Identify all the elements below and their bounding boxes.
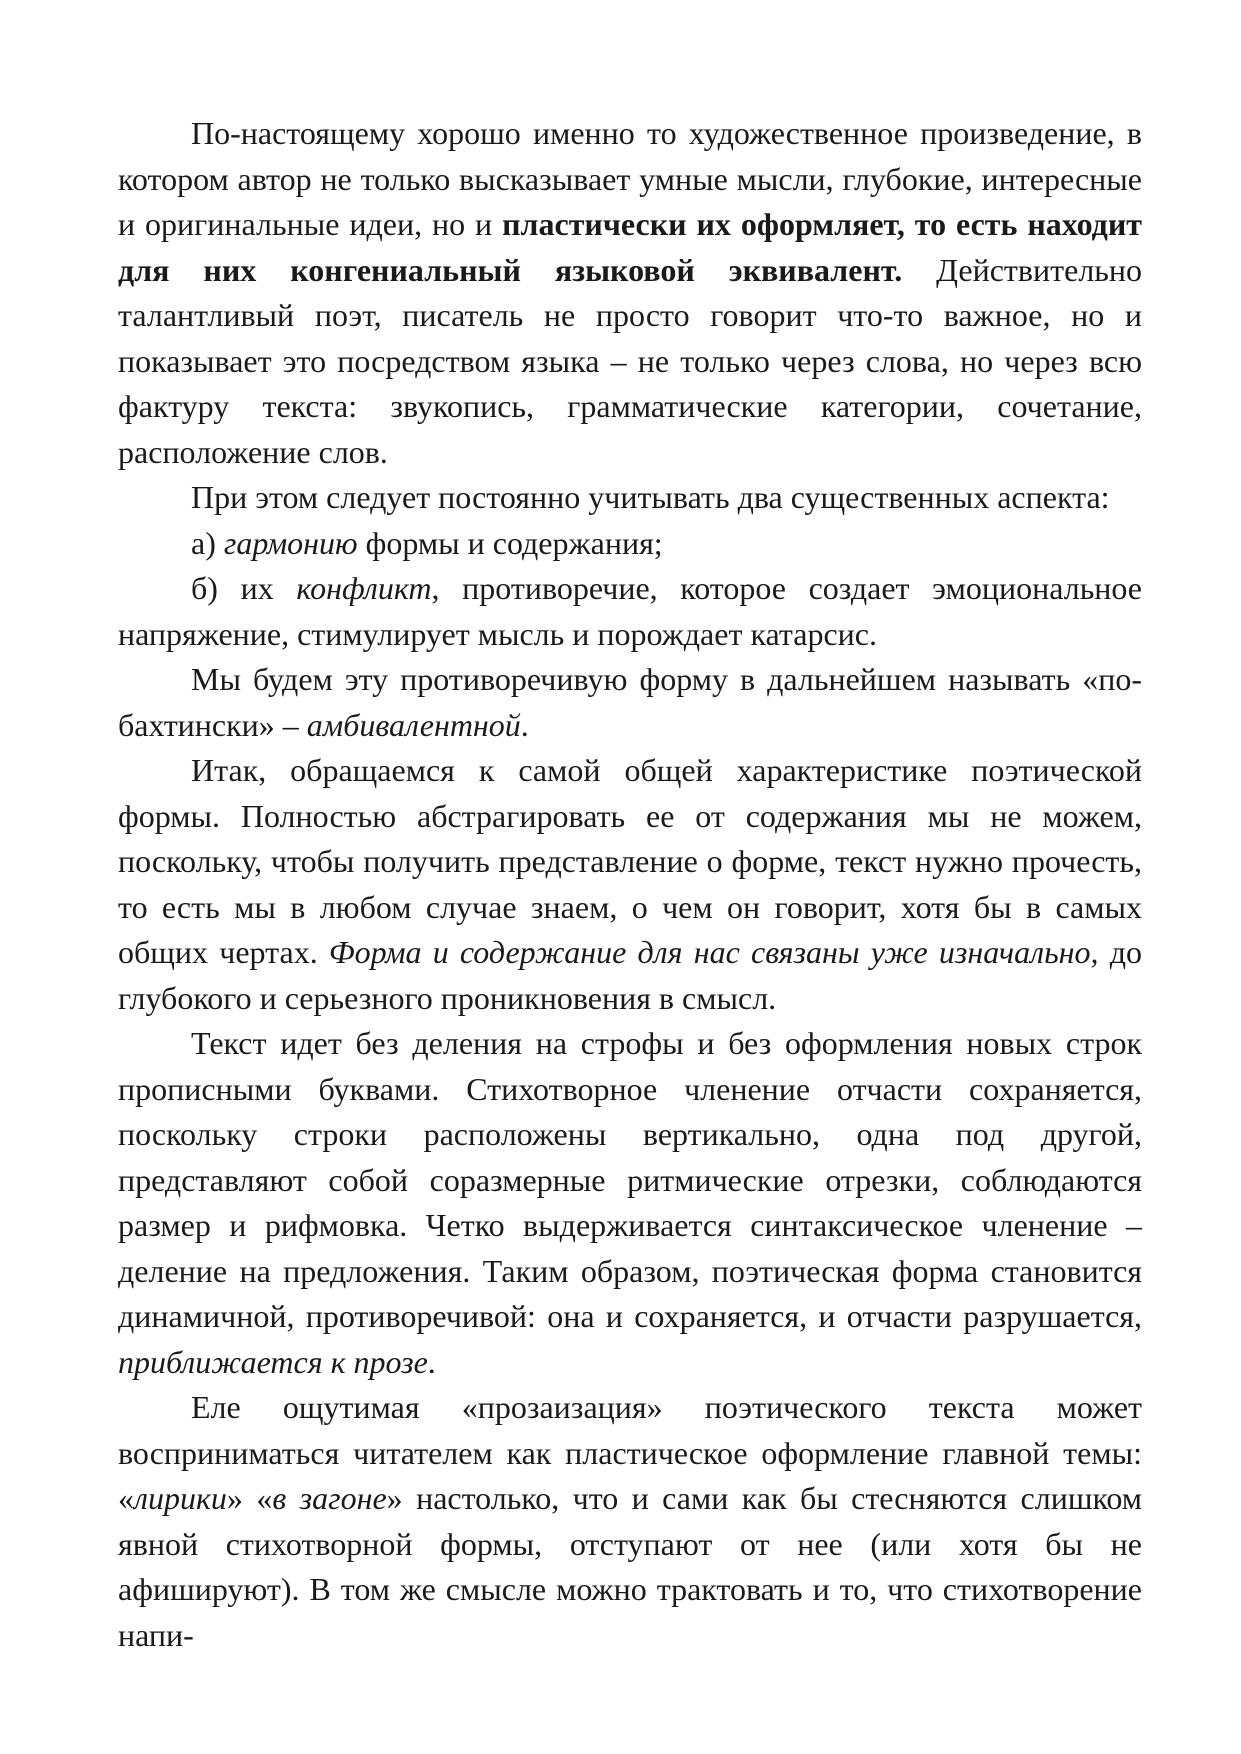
paragraph-poetic-form xyxy=(118,748,1142,1021)
paragraph-ambivalent xyxy=(118,657,1142,748)
text-run: а) xyxy=(191,524,224,561)
text-run: Итак, обращаемся к самой общей характеристике поэтической формы. Полностью абстрагировать ее от содержания мы не можем, поскольку, чтобы получить представление о форме, текст нужно прочесть, то есть мы в любом случае знаем, о чем он говорит, хотя бы в самых общих чертах. xyxy=(118,752,1142,970)
bold-text-run: пластически их оформляет, то есть находит для них конгениальный языковой эквивалент. xyxy=(118,206,1143,288)
italic-text-run: лирики xyxy=(134,1480,227,1516)
paragraph-aspects xyxy=(118,475,1142,521)
text-run: По-настоящему хорошо именно то художественное произведение, в котором автор не только высказывает умные мысли, глубокие, интересные и оригинальные идеи, но и xyxy=(118,115,1142,242)
text-run: Действительно талантливый поэт, писатель не просто говорит что-то важное, но и показывает это посредством языка – не только через слова, но через всю фактуру текста: звукопись, грамматические категории, сочетание, расположение слов. xyxy=(118,251,1142,470)
text-run: Еле ощутимая «прозаизация» поэтического текста может восприниматься читателем как пластическое оформление главной темы: « xyxy=(118,1389,1142,1516)
paragraph-intro xyxy=(118,111,1142,475)
text-run: формы и содержания; xyxy=(357,524,663,561)
italic-text-run: приближается к прозе xyxy=(118,1343,428,1380)
text-run: . xyxy=(520,706,529,743)
italic-text-run: конфликт xyxy=(296,570,432,606)
paragraph-text-structure xyxy=(118,1021,1142,1385)
italic-text-run: амбивалентной xyxy=(306,706,521,743)
text-run: » настолько, что и сами как бы стесняются слишком явной стихотворной формы, отступают от нее (или хотя бы не афишируют). В том же смысле можно трактовать и то, что стихотворение напи- xyxy=(118,1480,1143,1653)
document-page xyxy=(118,111,1142,1658)
text-run: . xyxy=(427,1343,436,1380)
text-run: » « xyxy=(226,1480,273,1516)
text-run: до глубокого и серьезного проникновения в смысл. xyxy=(118,934,1143,1016)
paragraph-prosaization xyxy=(118,1385,1142,1658)
italic-text-run: в загоне xyxy=(272,1480,387,1516)
text-run: Мы будем эту противоречивую форму в дальнейшем называть «по-бахтински» – xyxy=(118,661,1142,743)
italic-text-run: гармонию xyxy=(223,524,358,561)
text-run: , противоречие, которое создает эмоциональное напряжение, стимулирует мысль и порождает катарсис. xyxy=(118,570,1143,652)
text-run: При этом следует постоянно учитывать два существенных аспекта: xyxy=(191,479,1110,515)
text-run: Текст идет без деления на строфы и без оформления новых строк прописными буквами. Стихотворное членение отчасти сохраняется, поскольку строки расположены вертикально, одна под другой, представляют собой соразмерные ритмические отрезки, соблюдаются размер и рифмовка. Четко выдерживается синтаксическое членение – деление на предложения. Таким образом, поэтическая форма становится динамичной, противоречивой: она и сохраняется, и отчасти разрушается, xyxy=(118,1025,1142,1334)
italic-text-run: Форма и содержание для нас связаны уже изначально, xyxy=(328,934,1099,970)
paragraph-list-item-a xyxy=(118,521,1142,567)
text-run: б) их xyxy=(191,570,297,606)
paragraph-list-item-b xyxy=(118,566,1142,657)
